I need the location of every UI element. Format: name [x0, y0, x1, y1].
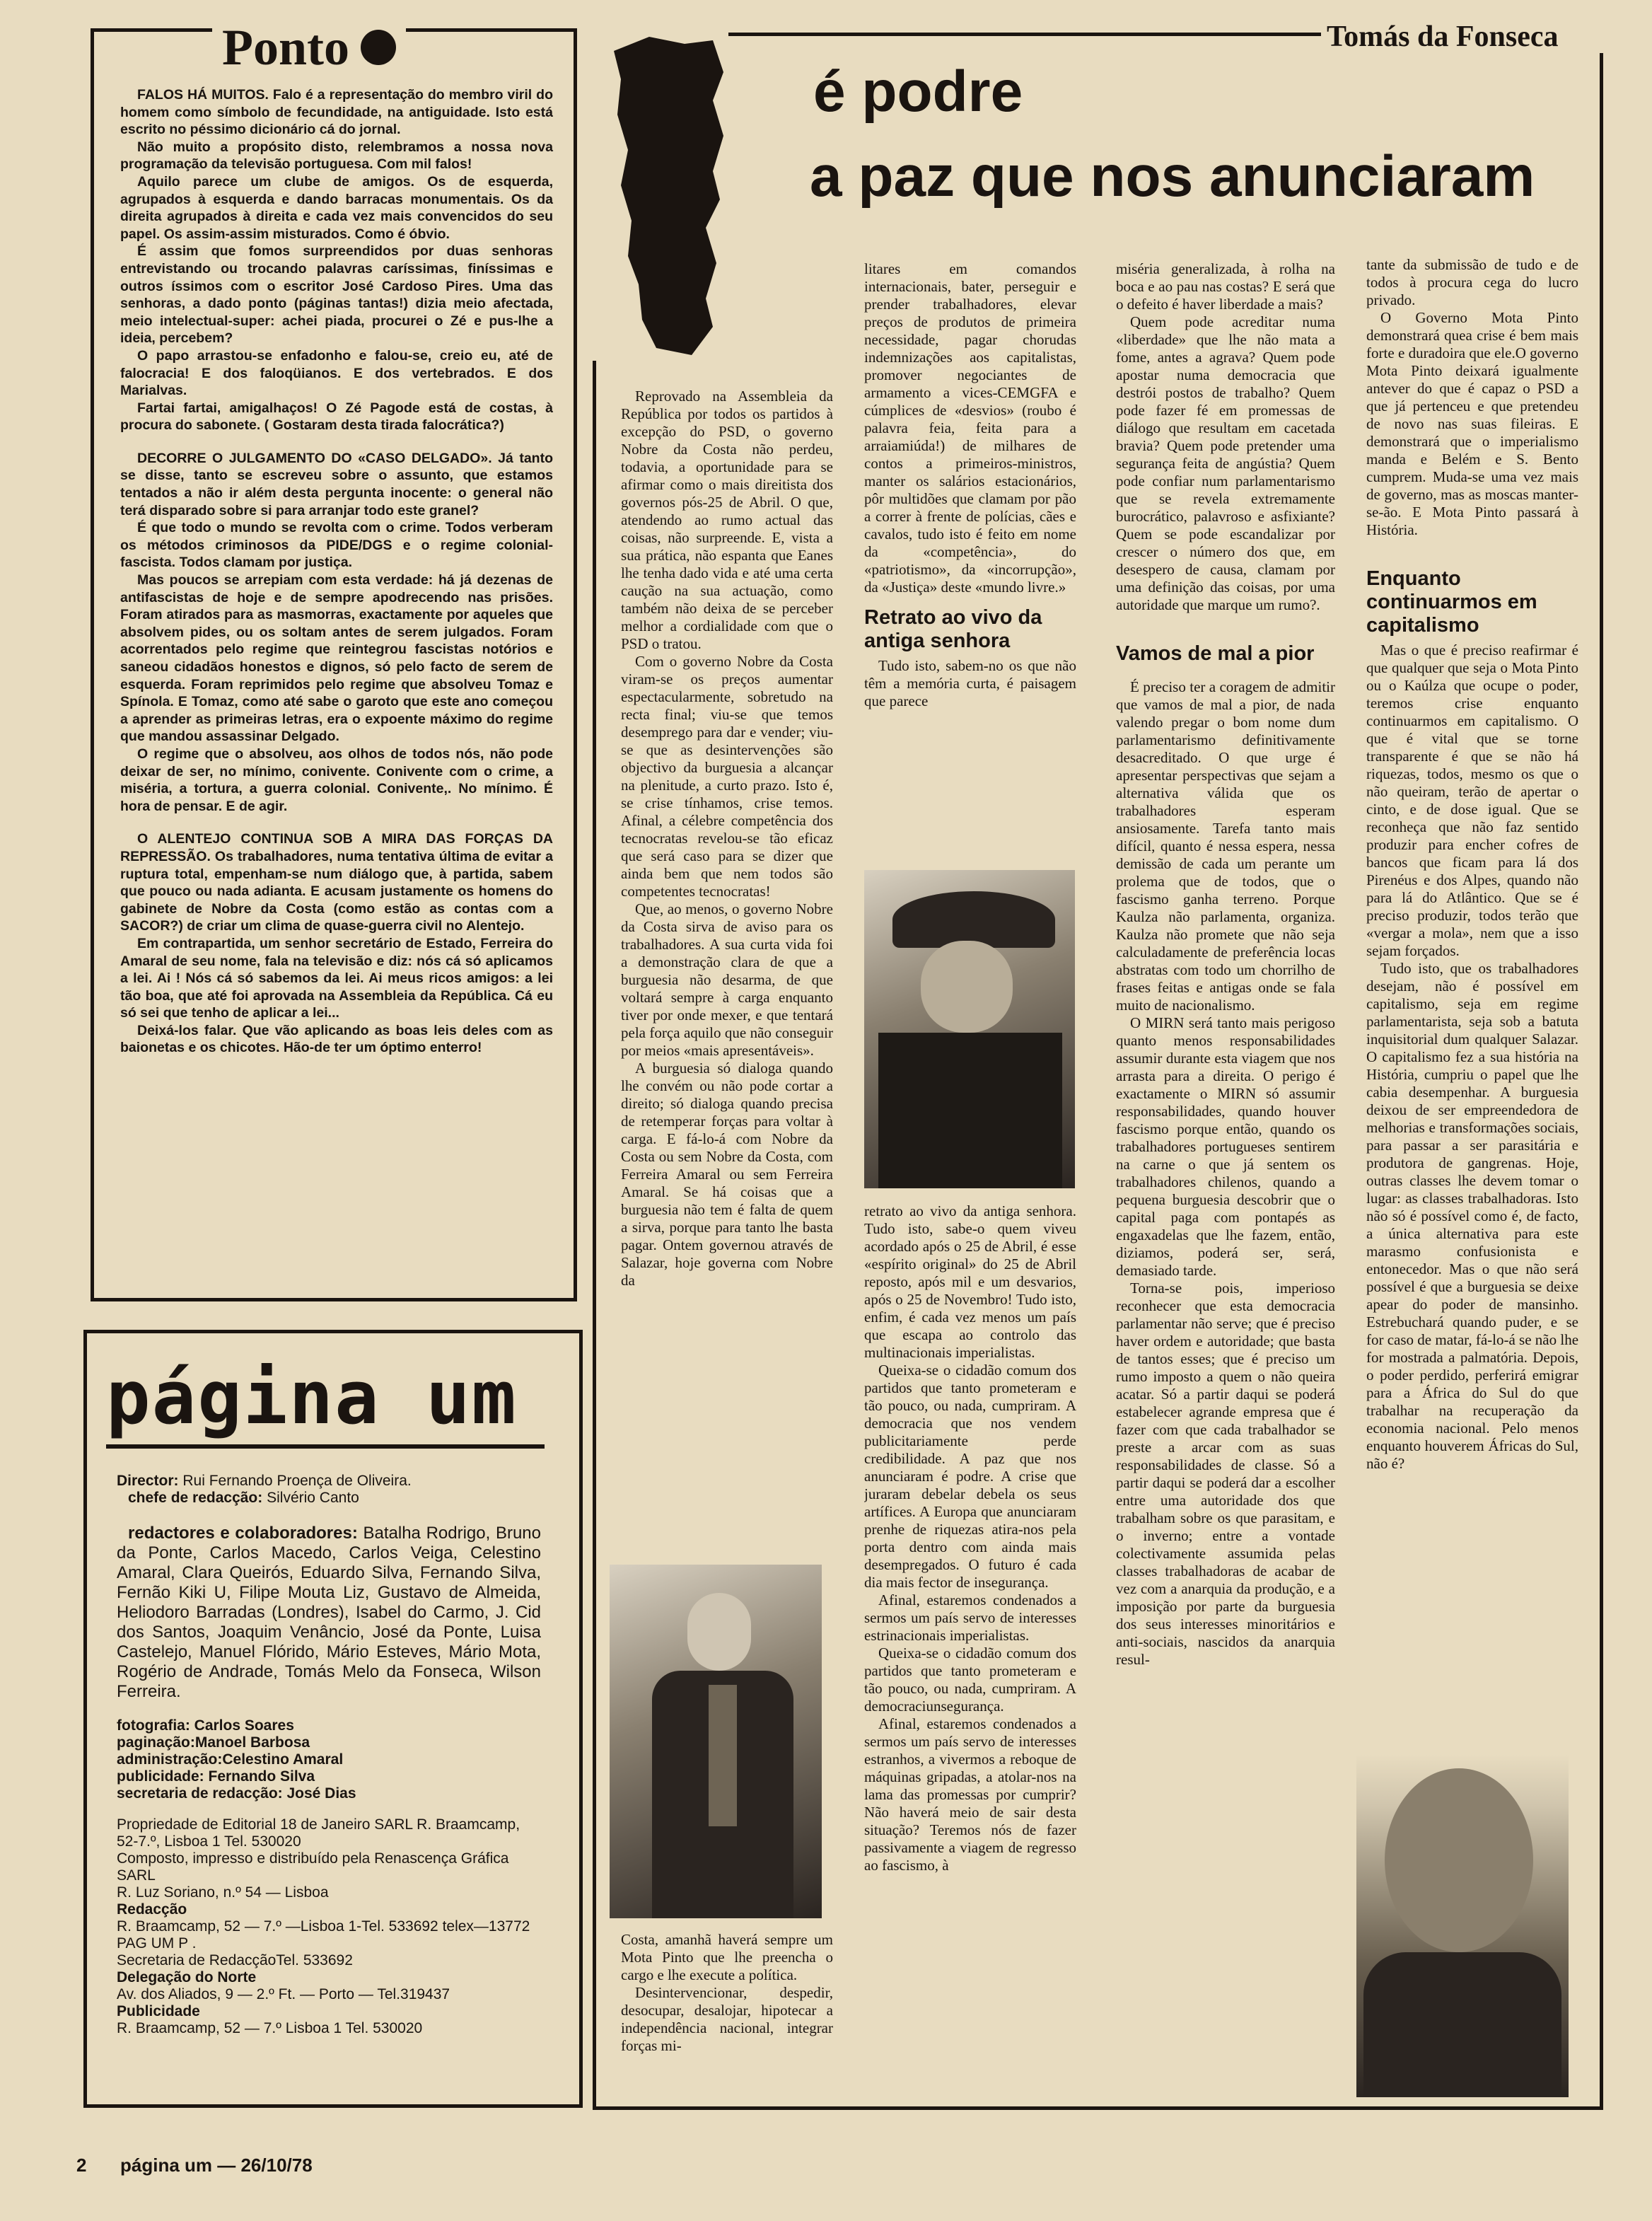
ponto-title: Ponto — [222, 18, 349, 76]
chefe-label: chefe de redacção: — [128, 1490, 263, 1506]
chefe-name: Silvério Canto — [267, 1490, 359, 1506]
col1-p5: Costa, amanhã haverá sempre um Mota Pinto que lhe preencha o cargo e lhe execute a política. — [621, 1931, 833, 1983]
credit-secretaria-redaccao: Secretaria de RedacçãoTel. 533692 — [117, 1952, 353, 1968]
col3-p5: Torna-se pois, imperioso reconhecer que esta democracia parlamentar não serve; que é preciso haver ordem e autoridade; que basta de tantos esses; que é preciso um rumo imposto a quem o não queira acatar. Só a partir daqui se poderá estabelecer agrande empresa que é fazer com que cada trabalhador se preste a arcar com as suas responsabilidades de classe. Só a partir daqui se poderá dar a escolher entre uma autoridade dos que trabalham sobre os que parasitam, e o inverno; entre a vontade colectivamente assumida pelas classes trabalhadoras de acabar de vez com a anarquia da produção, e a imposição por parte da burguesia dos seus interesses minoritários e anti-sociais, nascidos da anarquia resul- — [1116, 1280, 1335, 1668]
article-col4 — [1366, 256, 1578, 1720]
article-right-rule — [1600, 53, 1603, 2108]
redactores-label: redactores e colaboradores: — [128, 1524, 358, 1543]
col2-p6: Queixa-se o cidadão comum dos partidos que tanto prometeram e tão pouco, ou nada, cumpriram. A democraciunsegurança. — [864, 1645, 1076, 1715]
col2-p5: Afinal, estaremos condenados a sermos um país servo de interesses estrinacionais imperialistas. — [864, 1591, 1076, 1644]
credit-secretaria: secretaria de redacção: José Dias — [117, 1785, 356, 1802]
article-bottom-rule — [593, 2106, 1603, 2110]
ponto-p6: Fartai fartai, amigalhaços! O Zé Pagode está de costas, à procura do sabonete. ( Gostaram desta tirada falocrática?) — [120, 400, 553, 434]
col2-p7: Afinal, estaremos condenados a sermos um país servo de interesses estranhos, a vivermos a reboque de máquinas gripadas, a atolar-nos na lama das promessas por cumprir? Não haverá meio de sair desta situação? Teremos nós de fazer passivamente a viagem de regresso ao fascismo, à — [864, 1715, 1076, 1874]
footer-page-number: 2 — [76, 2155, 87, 2176]
col3-p3: É preciso ter a coragem de admitir que vamos de mal a pior, de nada valendo pregar o bom nome dum parlamentarismo definitivamente desacreditado. O que urge é apresentar perspectivas que sejam a alternativa válida que os trabalhadores esperam ansiosamente. Tarefa tanto mais difícil, quanto é nessa espera, nessa demissão de cada um perante um prolema que de todos, que o fascismo ganha terreno. Porque Kaulza não parlamenta, organiza. Kaulza não promete que não seja calculadamente de preferência locas abstratas com todo um chorrilho de frases feitas e antigas onde se fala muito de nacionalismo. — [1116, 678, 1335, 1014]
col1-p6: Desintervencionar, despedir, desocupar, desalojar, hipotecar a independência nacional, integrar forças mi- — [621, 1984, 833, 2054]
credit-delegacao: Av. dos Aliados, 9 — 2.º Ft. — Porto — Tel.319437 — [117, 1986, 450, 2002]
credit-delegacao-label: Delegação do Norte — [117, 1969, 257, 1985]
redactores-list: Batalha Rodrigo, Bruno da Ponte, Carlos Macedo, Carlos Veiga, Celestino Amaral, Clara Queirós, Eduardo Silva, Fernando Silva, Fernão Kiki U, Filipe Mouta Liz, Gustavo de Almeida, Heliodoro Barradas (Londres), Isabel do Carmo, J. Cid dos Santos, Joaquim Venâncio, José da Ponte, Luisa Castelejo, Manuel Flórido, Mário Esteves, Mário Mota, Rogério de Andrade, Tomás Melo da Fonseca, Wilson Ferreira. — [117, 1524, 542, 1701]
ponto-p12: Em contrapartida, um senhor secretário de Estado, Ferreira do Amaral de seu nome, fala na televisão e diz: nós cá só aplicamos a lei. Ai ! Nós cá só sabemos da lei. Ai meus ricos amigos: a lei tão boa, que até foi aprovada na Assembleia da República. Cá eu só sei que tenho de aplicar a lei... — [120, 935, 553, 1021]
subhead-vamos: Vamos de mal a pior — [1116, 642, 1315, 665]
article-byline: Tomás da Fonseca — [1321, 20, 1559, 54]
ponto-p3: Aquilo parece um clube de amigos. Os de esquerda, agrupados à esquerda e dando barracas monumentais. Os da direita agrupados à direita e cada vez mais convencidos do seu papel. Os assim-assim misturados. Como é óbvio. — [120, 173, 553, 242]
col2-p3: retrato ao vivo da antiga senhora. Tudo isto, sabe-o quem viveu acordado após o 25 de Abril, é esse «espírito original» do 25 de Abril reposto, após mil e um desvarios, após o 25 de Novembro! Tudo isto, enfim, é cada vez menos um país que escapa ao controlo das multinacionais imperialistas. — [864, 1202, 1076, 1361]
subhead-enquanto: Enquanto continuarmos em capitalismo — [1366, 567, 1537, 637]
masthead-logo: página um — [106, 1355, 518, 1441]
portugal-map-icon — [600, 30, 741, 362]
col3-p1: miséria generalizada, à rolha na boca e ao pau nas costas? E será que o defeito é haver liberdade a mais? — [1116, 260, 1335, 313]
col2-p2: Tudo isto, sabem-no os que não têm a memória curta, é paisagem que parece — [864, 657, 1076, 709]
credit-fotografia: fotografia: Carlos Soares — [117, 1717, 294, 1734]
col3-p2: Quem pode acreditar numa «liberdade» que lhe não mata a fome, antes a agrava? Quem pode apostar numa democracia que destrói postos de trabalho? Quem pode fazer fé em promessas de diálogo que resultam em cacetada bravia? Quem pode pretender uma segurança feita de angústia? Quem pode confiar num parlamentarismo que se revela extremamente burocrático, palavroso e asfixiante? Quem se pode escandalizar por crescer o número dos que, em desespero de causa, clamam por uma definição das coisas, por uma autoridade que marque um rumo?. — [1116, 313, 1335, 613]
ponto-p7: DECORRE O JULGAMENTO DO «CASO DELGADO». Já tanto se disse, tanto se escreveu sobre o assunto, que estamos tentados a não ir além desta pergunta inocente: o general não terá disparado sobre si para arranjar todo este granel? — [120, 450, 553, 518]
col4-p4: Tudo isto, que os trabalhadores desejam, não é possível em capitalismo, seja em regime parlamentarista, seja sob a batuta inquisitorial dum qualquer Salazar. O capitalismo fez a sua história na História, cumpriu o papel que lhe cabia desempenhar. A burguesia deixou de ser empreendedora de melhorias e transformações sociais, para passar a ser parasitária e produtora de gangrenas. Hoje, outras classes lhe devem tomar o lugar: as classes trabalhadoras. Isto não só é possível como é, de facto, a única alternativa para este marasmo confusionista e entonecedor. Mas o que não será possível é que a burguesia se deixe apear do poder de mansinho. Estrebuchará quando puder, e se for caso de matar, fá-lo-á se não lhe for mostrada a palmatória. Depois, o poder perdido, perferirá emigrar para a África do Sul do que trabalhar na recuperação da economia nacional. Pelo menos enquanto houverem Áfricas do Sul, não é? — [1366, 960, 1578, 1472]
photo-officer — [864, 870, 1075, 1188]
article-title-1: é podre — [813, 59, 1023, 124]
article-top-rule — [728, 33, 1322, 36]
article-title-2: a paz que nos anunciaram — [810, 144, 1535, 209]
col4-p3: Mas o que é preciso reafirmar é que qualquer que seja o Mota Pinto ou o Kaúlza que ocupe o poder, teremos crise enquanto continuarmos em capitalismo. O que é vital que se torne transparente é que se não há riquezas, todos, mesmo os que o não queiram, terão de apertar o cinto, e de dose igual. Que se reconheça que não faz sentido produzir para encher cofres de bancos que ficam para lá dos Pirenéus e dos Alpes, quando não para lá do Atlântico. Que se é preciso produzir, todos terão que «vergar a mola», nem que a isso sejam forçados. — [1366, 642, 1578, 959]
col1-p2: Com o governo Nobre da Costa viram-se os preços aumentar espectacularmente, sobretudo na recta final; viu-se que temos desemprego para dar e vender; viu-se que as desintervenções são objectivo da burguesia a alcançar na plenitude, a curto prazo. Isto é, se crise tínhamos, crise temos. Afinal, a célebre competência dos tecnocratas revelou-se tão eficaz que será caso para se dizer que ainda bem que nem todos são competentes tecnocratas! — [621, 653, 833, 900]
col4-p1: tante da submissão de tudo e de todos à procura cega do lucro privado. — [1366, 256, 1578, 308]
credit-redaccao: R. Braamcamp, 52 — 7.º —Lisboa 1-Tel. 533692 telex—13772 PAG UM P . — [117, 1918, 530, 1952]
col2-p4: Queixa-se o cidadão comum dos partidos que tanto prometeram e tão pouco, ou nada, cumpriram. A democracia que nos vendem publicitariamente perde credibilidade. A paz que nos anunciaram é podre. A crise que juraram debelar debela os seus artífices. A Europa que anunciaram prenhe de riquezas atira-nos pela porta dentro com ainda mais desempregados. O futuro é cada dia mais fector de insegurança. — [864, 1362, 1076, 1591]
ponto-dot-icon — [361, 30, 396, 65]
photo-mota-pinto — [1356, 1754, 1569, 2097]
ponto-p13: Deixá-los falar. Que vão aplicando as boas leis deles com as baionetas e os chicotes. Hão-de ter um óptimo enterro! — [120, 1022, 553, 1056]
credit-propriedade: Propriedade de Editorial 18 de Janeiro SARL R. Braamcamp, 52-7.º, Lisboa 1 Tel. 530020 — [117, 1816, 520, 1850]
ponto-text — [120, 86, 553, 1057]
credit-administracao: administração:Celestino Amaral — [117, 1751, 344, 1768]
ponto-p5: O papo arrastou-se enfadonho e falou-se, creio eu, até de falocracia! E dos faloqüianos. E dos vertebrados. E dos Marialvas. — [120, 347, 553, 399]
ponto-p9: Mas poucos se arrepiam com esta verdade: há já dezenas de antifascistas de hoje e de sempre apodrecendo nas prisões. Foram atirados para as masmorras, exactamente por aqueles que absolvem pides, ou os soltam antes de serem julgados. Foram acorrentados pelo regime que reintegrou fascistas notórios e saneou cidadãos honestos e dignos, só pelo facto de serem de esquerda. Foram reprimidos pelo regime que absolveu Tomaz e Spínola. E Tomaz, como até sabe o garoto que este ano começou a aprender as primeiras letras, era o expoente máximo do regime que mandou assassinar Delgado. — [120, 572, 553, 745]
ponto-p10: O regime que o absolveu, aos olhos de todos nós, não pode deixar de ser, no mínimo, conivente. Conivente com o crime, a miséria, a tortura, a guerra colonial. Conivente,. No mínimo. É hora de pensar. E de agir. — [120, 746, 553, 814]
footer-paper: página um — 26/10/78 — [120, 2155, 313, 2176]
ponto-p8: É que todo o mundo se revolta com o crime. Todos verberam os métodos criminosos da PIDE/DGS e o regime colonial-fascista. Todos clamam por justiça. — [120, 520, 553, 571]
credit-publicidade-addr: R. Braamcamp, 52 — 7.º Lisboa 1 Tel. 530020 — [117, 2020, 423, 2036]
credit-paginacao: paginação:Manoel Barbosa — [117, 1734, 310, 1751]
col1-p4: A burguesia só dialoga quando lhe convém ou não pode cortar a direito; só dialoga quando precisa de retemperar forças para voltar à carga. E fá-lo-á com Nobre da Costa ou sem Nobre da Costa, com Ferreira Amaral ou sem Ferreira Amaral. Se há coisas que a burguesia não tem é falta de quem a sirva, porque para tanto lhe basta pagar. Ontem governou através de Salazar, hoje governa com Nobre da — [621, 1060, 833, 1289]
article-left-rule — [593, 361, 596, 2108]
credit-redaccao-label: Redacção — [117, 1901, 187, 1918]
director-label: Director: — [117, 1473, 179, 1489]
ponto-p4: É assim que fomos surpreendidos por duas senhoras entrevistando ou trocando palavras caríssimas, finíssimas e outros íssimos com o escritor José Cardoso Pires. Uma das senhoras, a dado ponto (páginas tantas!) dizia meio afectada, meio intelectual-super: achei piada, procurei o Zé e pus-lhe a ideia, percebem? — [120, 243, 553, 347]
article-col3 — [1116, 260, 1335, 2099]
col3-p4: O MIRN será tanto mais perigoso quanto menos responsabilidades assumir durante esta viagem que nos arrasta para a direita. O perigo é exactamente o MIRN só assumir responsabilidades, quando houver fascismo porque então, quando os trabalhadores portugueses sentirem na carne o que já sentem os trabalhadores chilenos, quando a pequena burguesia descobrir que o capital paga com pontapés as engaxadelas que lhe fazem, então, diziamos, poderá ser, será, demasiado tarde. — [1116, 1014, 1335, 1279]
credit-publicidade-label: Publicidade — [117, 2003, 200, 2019]
masthead-logo-rule — [106, 1444, 545, 1449]
credit-composto: Composto, impresso e distribuído pela Renascença Gráfica SARL — [117, 1850, 509, 1884]
col1-p1: Reprovado na Assembleia da República por todos os partidos à excepção do PSD, o governo Nobre da Costa não perdeu, todavia, a oportunidade para se afirmar como o mais direitista dos governos pós-25 de Abril. O que, atendendo ao rumo actual das coisas, não surpreende. E, vista a sua prática, não espanta que Eanes lhe tenha dado vida e até uma certa caução na sua actuação, como também não deixa de se perceber melhor a cordialidade com que o PSD o tratou. — [621, 388, 833, 652]
article-col1 — [621, 388, 833, 1526]
ponto-p11: O ALENTEJO CONTINUA SOB A MIRA DAS FORÇAS DA REPRESSÃO. Os trabalhadores, numa tentativa última de evitar a ruptura total, empenham-se num diálogo que, à partida, sabem que pouco ou nada adianta. E acusam justamente os homens do gabinete de Nobre da Costa (como estão as contas com a SACOR?) de criar um clima de quase-guerra civil no Alentejo. — [120, 831, 553, 934]
ponto-p2: Não muito a propósito disto, relembramos a nossa nova programação da televisão portuguesa. Com mil falos! — [120, 139, 553, 173]
photo-speaker — [610, 1565, 822, 1918]
col4-p2: O Governo Mota Pinto demonstrará quea crise é bem mais forte e duradoira que ele.O governo Mota Pinto deixará igualmente antever do que é capaz o PSD a que já pertenceu e que pretendeu de novo nas suas fileiras. E demonstrará que o imperialismo manda e Belém e S. Bento cumprem. Muda-se uma vez mais de governo, mas as moscas manter-se-ão. E Mota Pinto passará à História. — [1366, 309, 1578, 538]
article-col2 — [864, 260, 1076, 826]
ponto-title-wrap — [212, 16, 406, 79]
subhead-retrato: Retrato ao vivo da antiga senhora — [864, 606, 1042, 652]
credit-publicidade: publicidade: Fernando Silva — [117, 1768, 315, 1785]
ponto-p1: FALOS HÁ MUITOS. Falo é a representação do membro viril do homem como símbolo de fecundidade, na antiguidade. Isto está escrito no péssimo dicionário cá do jornal. — [120, 87, 553, 138]
col2-p1: litares em comandos internacionais, bater, perseguir e prender trabalhadores, elevar preços de produtos de primeira necessidade, pagar chorudas indemnizações aos capitalistas, promover negociantes de armamento a vices-CEMGFA e cúmplices de «desvios» (roubo é palavra feia, feita para a arraiamiúda!) de milhares de contos a primeiros-ministros, manter os salários estacionários, pôr multidões que clamam por pão a correr à frente de polícias, cães e cavalos, tudo isto é feito em nome da «competência», do «patriotismo», da «incorrupção», da «Justiça» deste «mundo livre.» — [864, 260, 1076, 596]
credit-composto-addr: R. Luz Soriano, n.º 54 — Lisboa — [117, 1884, 329, 1901]
director-name: Rui Fernando Proença de Oliveira. — [182, 1473, 412, 1489]
article-col2-bottom — [864, 1202, 1076, 2101]
col1-p3: Que, ao menos, o governo Nobre da Costa sirva de aviso para os trabalhadores. A sua curta vida foi a demonstração clara de que a burguesia não desarma, de que voltará sempre à carga enquanto tiver por onde mexer, e que tentará pela força aquilo que não conseguir por meios «mais apresentáveis». — [621, 900, 833, 1059]
masthead-credits — [117, 1473, 541, 2037]
article-col1-bottom — [621, 1931, 833, 2101]
